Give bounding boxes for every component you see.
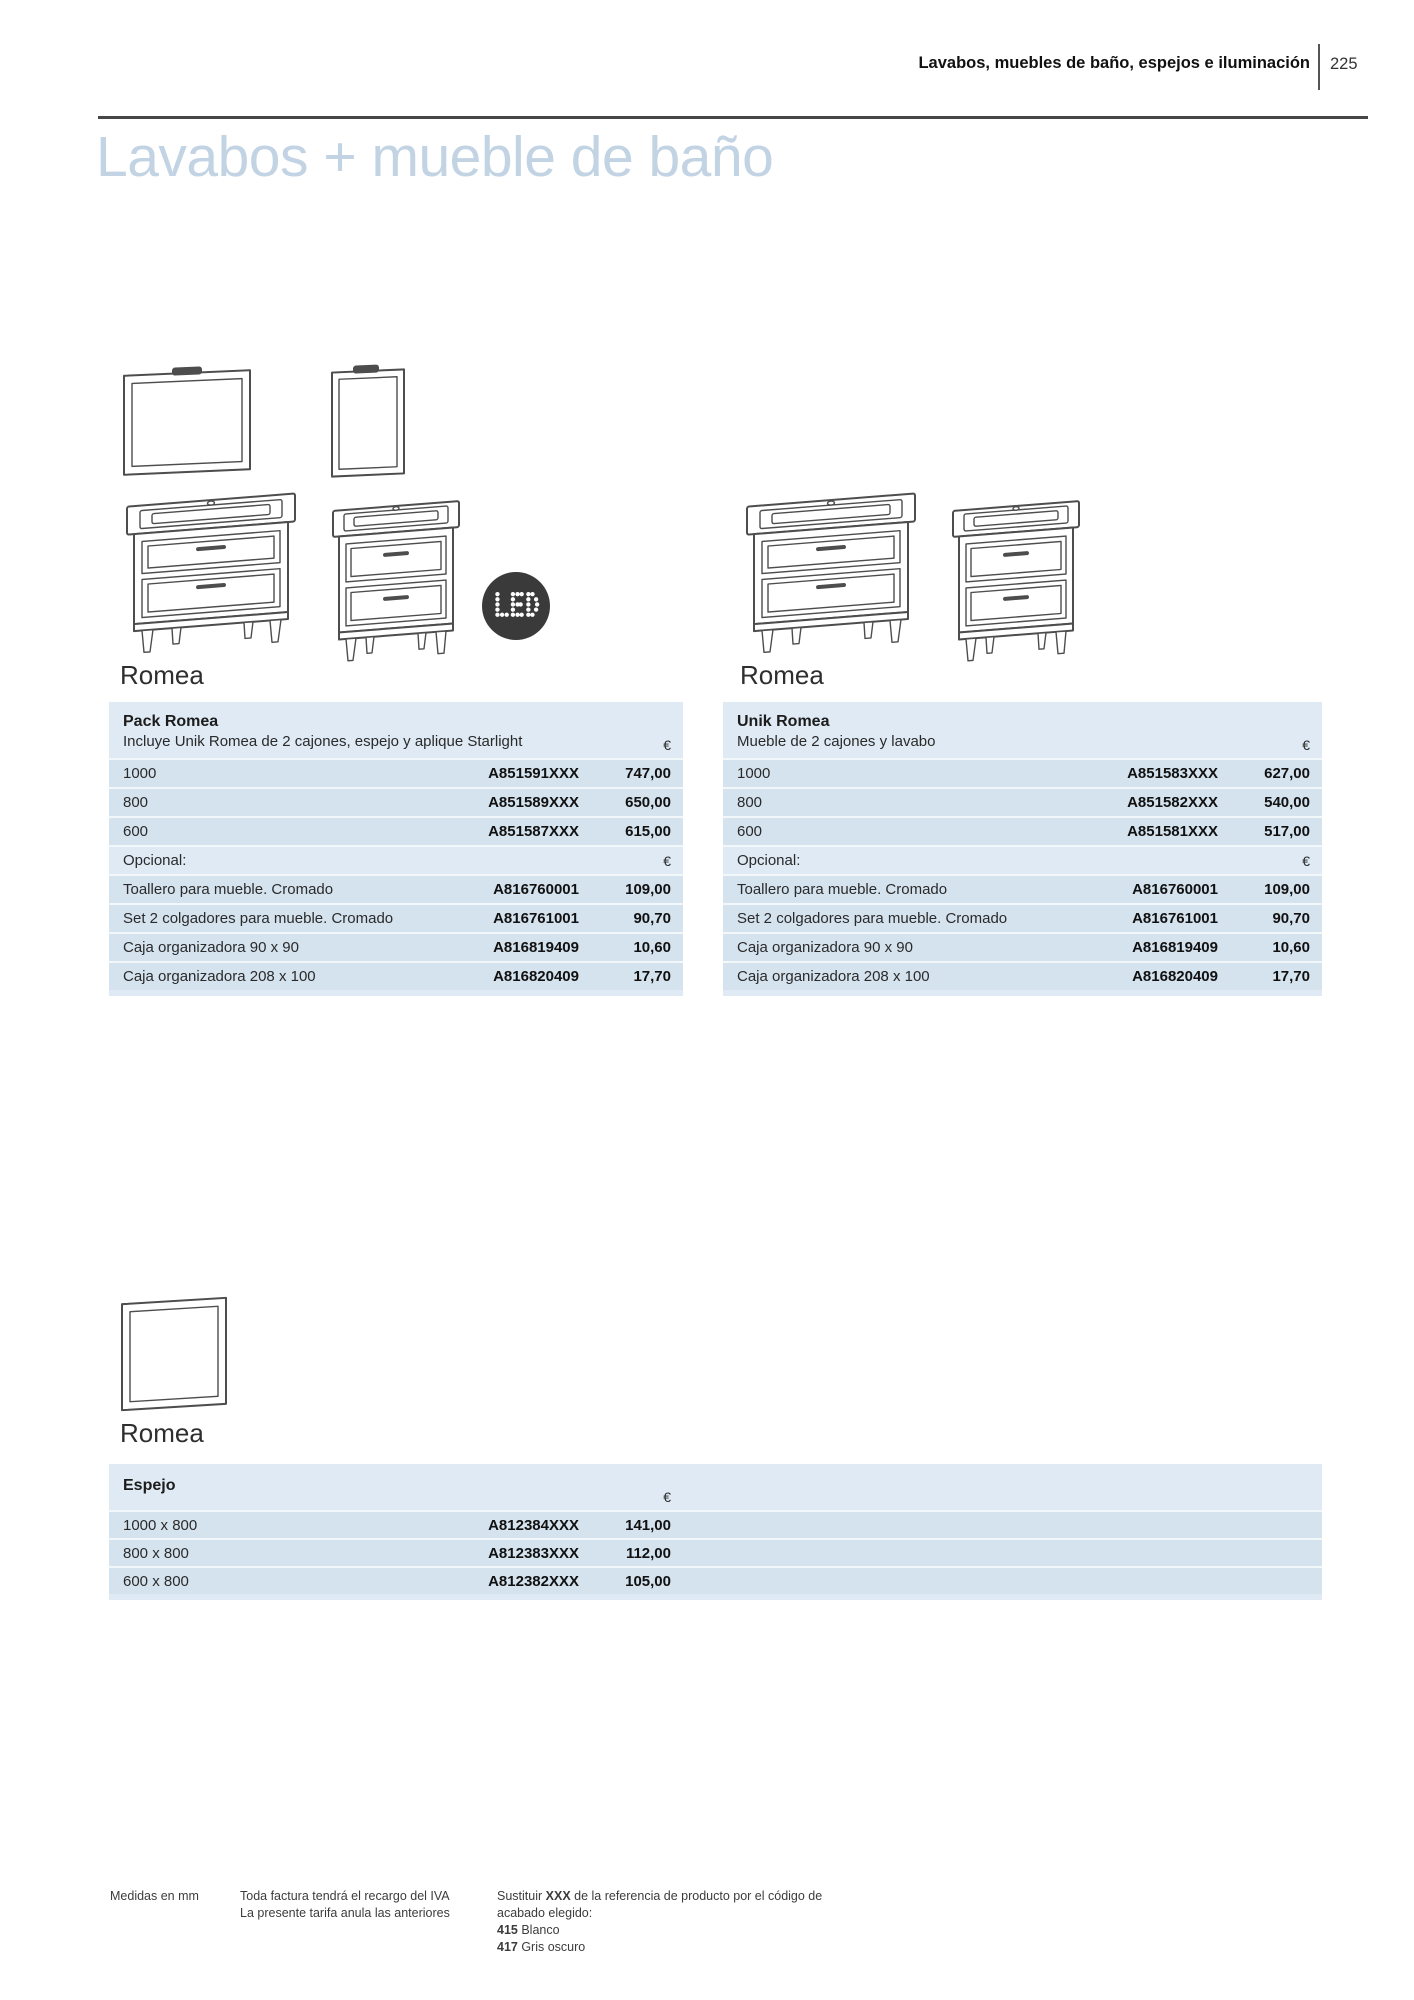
mirror-1000-illustration [120,364,254,476]
table-subtitle: Mueble de 2 cajones y lavabo [737,733,936,750]
row-reference: A851583XXX [1127,765,1218,782]
optional-label: Opcional: [737,852,801,869]
row-reference: A816819409 [1132,939,1218,956]
unik-vanity-600-illustration [950,486,1082,670]
table-row [109,1510,1322,1538]
row-label: 800 [737,794,763,811]
table-row [723,874,1322,903]
row-reference: A816820409 [493,968,579,985]
table-row [723,961,1322,990]
optional-header-row [109,845,683,874]
row-reference: A816761001 [493,910,579,927]
table-row [723,932,1322,961]
price-table-pack-romea [109,702,683,996]
row-reference: A816760001 [1132,881,1218,898]
table-row [109,903,683,932]
footer-line: La presente tarifa anula las anteriores [240,1906,450,1920]
row-label: 600 [737,823,763,840]
row-price: 141,00 [625,1516,671,1534]
table-row [109,787,683,816]
row-reference: A816761001 [1132,910,1218,927]
table-title: Unik Romea [737,713,830,730]
row-price: 10,60 [633,939,671,956]
row-label: 800 x 800 [123,1544,189,1562]
currency-symbol: € [663,1489,671,1505]
table-row [723,758,1322,787]
table-header [723,702,1322,758]
row-reference: A816760001 [493,881,579,898]
row-label: Caja organizadora 208 x 100 [737,968,930,985]
currency-symbol: € [663,737,671,753]
row-label: 600 x 800 [123,1572,189,1590]
row-price: 627,00 [1264,765,1310,782]
row-label: 1000 [737,765,771,782]
table-row [109,874,683,903]
page-number: 225 [1330,55,1358,73]
row-label: Caja organizadora 208 x 100 [123,968,316,985]
table-row [723,787,1322,816]
table-header [109,702,683,758]
breadcrumb: Lavabos, muebles de baño, espejos e iluminación [918,54,1310,72]
row-reference: A816820409 [1132,968,1218,985]
row-label: Caja organizadora 90 x 90 [737,939,913,956]
optional-label: Opcional: [123,852,187,869]
header-rule [98,116,1368,119]
vanity-1000-illustration [124,480,300,660]
footer-note-measures: Medidas en mm [110,1889,199,1903]
row-price: 17,70 [633,968,671,985]
row-price: 105,00 [625,1572,671,1590]
row-label: Toallero para mueble. Cromado [123,881,334,898]
footer-note-invoice [240,1888,450,1922]
product-name-left: Romea [120,660,204,690]
currency-symbol: € [1302,852,1310,869]
finish-code-dark-grey: 417 Gris oscuro [497,1940,586,1954]
table-subtitle: Incluye Unik Romea de 2 cajones, espejo y aplique Starlight [123,733,523,750]
price-table-unik-romea [723,702,1322,996]
row-label: Caja organizadora 90 x 90 [123,939,299,956]
row-label: Set 2 colgadores para mueble. Cromado [123,910,394,927]
vanity-600-illustration [330,486,462,670]
header-divider [1318,44,1320,90]
row-price: 540,00 [1264,794,1310,811]
finish-code-white: 415 Blanco [497,1923,560,1937]
table-row [723,903,1322,932]
optional-header-row [723,845,1322,874]
currency-symbol: € [1302,737,1310,753]
table-row [109,1538,1322,1566]
row-label: Set 2 colgadores para mueble. Cromado [737,910,1008,927]
table-row [723,816,1322,845]
row-reference: A812382XXX [488,1572,579,1590]
table-row [109,1566,1322,1594]
table-title: Pack Romea [123,713,219,730]
row-price: 517,00 [1264,823,1310,840]
row-price: 650,00 [625,794,671,811]
row-price: 90,70 [1272,910,1310,927]
espejo-illustration [118,1295,230,1413]
row-label: 1000 x 800 [123,1516,198,1534]
row-price: 109,00 [1264,881,1310,898]
row-reference: A851591XXX [488,765,579,782]
led-badge-icon [482,572,550,640]
page-title: Lavabos + mueble de baño [96,125,774,189]
footer-line: acabado elegido: [497,1906,593,1920]
row-price: 112,00 [625,1544,671,1562]
row-label: Toallero para mueble. Cromado [737,881,948,898]
row-reference: A851581XXX [1127,823,1218,840]
currency-symbol: € [663,852,671,869]
row-price: 615,00 [625,823,671,840]
row-reference: A851582XXX [1127,794,1218,811]
row-label: 600 [123,823,149,840]
table-title: Espejo [123,1477,176,1494]
row-reference: A812384XXX [488,1516,579,1534]
row-price: 109,00 [625,881,671,898]
product-name-espejo: Romea [120,1418,204,1448]
xxx-code: XXX [545,1889,571,1903]
unik-vanity-1000-illustration [744,480,920,660]
price-table-espejo [109,1464,1322,1600]
table-row [109,758,683,787]
row-price: 10,60 [1272,939,1310,956]
row-price: 747,00 [625,765,671,782]
row-reference: A812383XXX [488,1544,579,1562]
row-reference: A851587XXX [488,823,579,840]
row-price: 90,70 [633,910,671,927]
row-reference: A851589XXX [488,794,579,811]
mirror-600-illustration [328,362,408,478]
footer-line: Toda factura tendrá el recargo del IVA [240,1889,450,1903]
table-row [109,932,683,961]
table-header [109,1464,683,1510]
table-row [109,816,683,845]
footer-line: Sustituir XXX de la referencia de producto por el código de [497,1889,823,1903]
row-reference: A816819409 [493,939,579,956]
table-row [109,961,683,990]
row-price: 17,70 [1272,968,1310,985]
footer-note-finishes [497,1888,822,1956]
product-name-right: Romea [740,660,824,690]
row-label: 800 [123,794,149,811]
row-label: 1000 [123,765,157,782]
